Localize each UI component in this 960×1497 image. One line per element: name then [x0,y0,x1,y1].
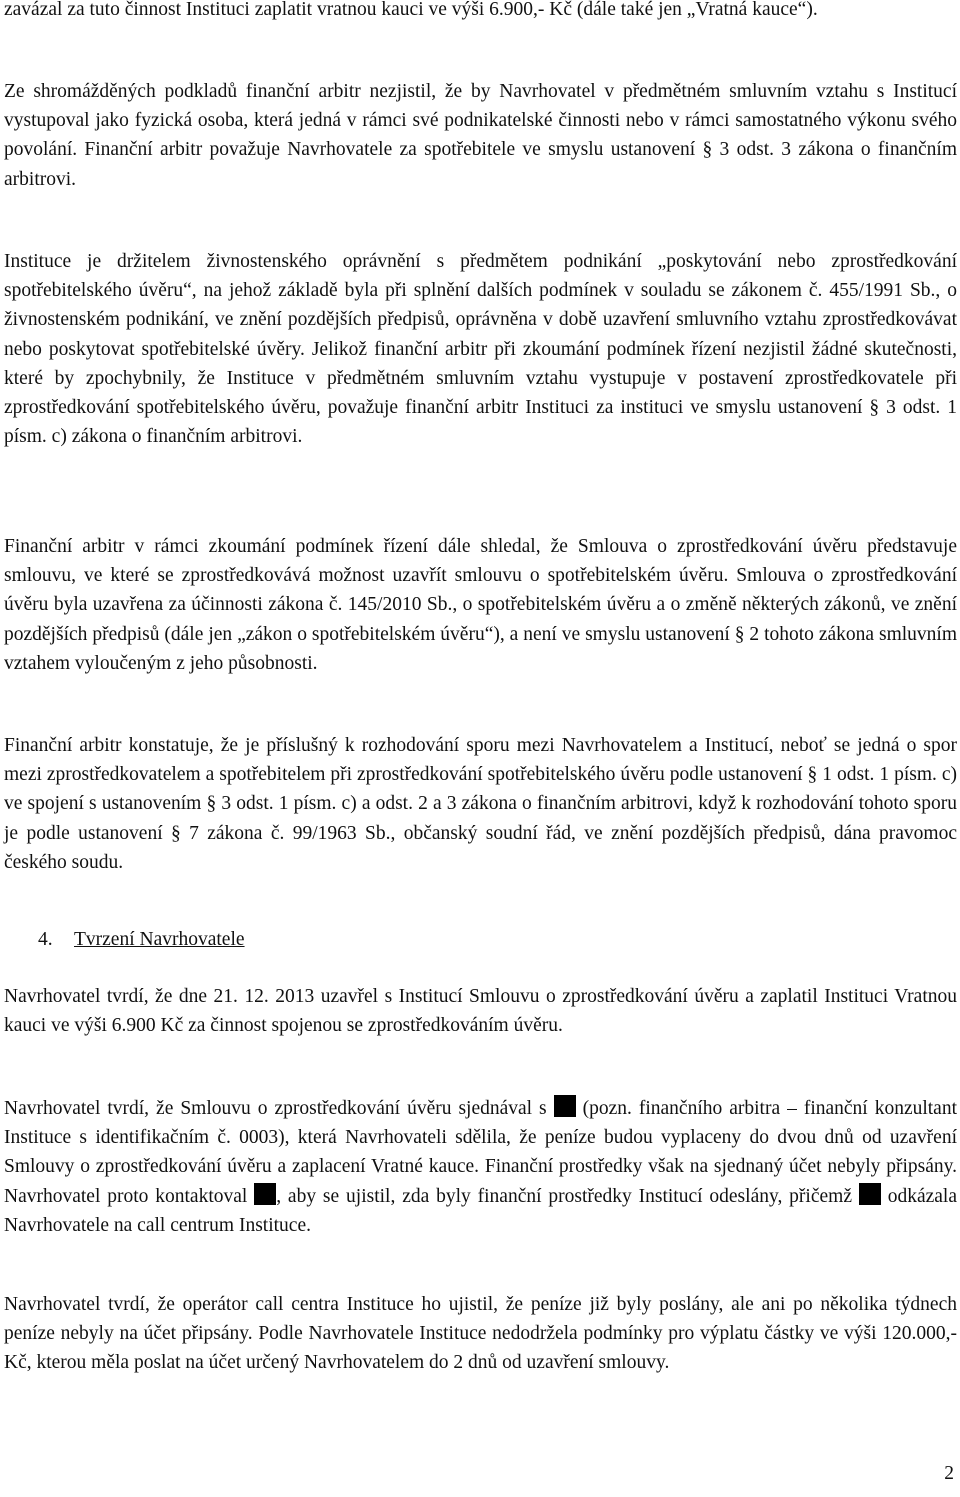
paragraph-tvrzeni-smlouva: Navrhovatel tvrdí, že dne 21. 12. 2013 uzavřel s Institucí Smlouvu o zprostředkování úvěru a zaplatil Instituci Vratnou kauci ve výši 6.900 Kč za činnost spojenou se zprostředkováním úvěru. [4,986,957,1037]
section-number: 4. [38,929,53,950]
redaction-block [254,1183,276,1205]
paragraph-text-part: (pozn. finančního arbitra – finanční konzultant Instituce s identifikačním č. 0003), která Navrhovateli sdělila, že peníze budou vyplaceny do dvou dnů od uzavření Smlouvy o zprostředkování úvěru a zaplacení Vratné kauce. Finanční prostředky však na sjednaný účet nebyly připsány. Navrhovatel proto kontaktoval [4,1098,958,1207]
paragraph-tvrzeni-konzultant [4,1094,957,1240]
paragraph-text-part: , aby se ujistil, zda byly finanční prostředky Institucí odeslány, přičemž [276,1185,859,1207]
page-number: 2 [944,1463,954,1484]
redaction-block [554,1095,576,1117]
paragraph-tvrzeni-call-centrum: Navrhovatel tvrdí, že operátor call centra Instituce ho ujistil, že peníze již byly poslány, ale ani po několika týdnech peníze nebyly na účet připsány. Podle Navrhovatele Instituce nedodržela podmínky pro výplatu částky ve výši 120.000,- Kč, kterou měla poslat na účet určený Navrhovatelem do 2 dnů od uzavření smlouvy. [4,1294,957,1374]
paragraph-text-part: odkázala Navrhovatele na call centrum Instituce. [4,1185,957,1236]
section-heading [38,925,245,954]
paragraph-instituce-opravneni: Instituce je držitelem živnostenského oprávnění s předmětem podnikání „poskytování nebo zprostředkování spotřebitelského úvěru“, na jehož základě byla při splnění dalších podmínek v souladu se zákonem č. 455/1991 Sb., o živnostenském podnikání, ve znění pozdějších předpisů, oprávněna v době uzavření smluvního vztahu zprostředkovávat nebo poskytovat spotřebitelské úvěry. Jelikož finanční arbitr při zkoumání podmínek řízení nezjistil žádné skutečnosti, které by zpochybnily, že Instituce v předmětném smluvním vztahu vystupuje v postavení zprostředkovatele při zprostředkování spotřebitelského úvěru, považuje finanční arbitr Instituci za instituci ve smyslu ustanovení § 3 odst. 1 písm. c) zákona o finančním arbitrovi. [4,251,957,448]
paragraph-prislusnost: Finanční arbitr konstatuje, že je příslušný k rozhodování sporu mezi Navrhovatelem a Institucí, neboť se jedná o spor mezi zprostředkovatelem a spotřebitelem při zprostředkování spotřebitelského úvěru podle ustanovení § 1 odst. 1 písm. c) ve spojení s ustanovením § 3 odst. 1 písm. c) a odst. 2 a 3 zákona o finančním arbitrovi, když k rozhodování tohoto sporu je podle ustanovení § 7 zákona č. 99/1963 Sb., občanský soudní řád, ve znění pozdějších předpisů, dána pravomoc českého soudu. [4,735,957,873]
redaction-block [859,1183,881,1205]
paragraph-spotrebitel: Ze shromážděných podkladů finanční arbitr nezjistil, že by Navrhovatel v předmětném smluvním vztahu s Institucí vystupoval jako fyzická osoba, která jedná v rámci své podnikatelské činnosti nebo v rámci samostatného výkonu svého povolání. Finanční arbitr považuje Navrhovatele za spotřebitele ve smyslu ustanovení § 3 odst. 3 zákona o finančním arbitrovi. [4,81,957,190]
paragraph-text-part: Navrhovatel tvrdí, že Smlouvu o zprostředkování úvěru sjednával s [4,1098,554,1119]
paragraph-vratna-kauce: zavázal za tuto činnost Instituci zaplatit vratnou kauci ve výši 6.900,- Kč (dále také jen „Vratná kauce“). [4,0,818,20]
section-title: Tvrzení Navrhovatele [74,929,245,950]
paragraph-smlouva-zprostredkovani: Finanční arbitr v rámci zkoumání podmínek řízení dále shledal, že Smlouva o zprostředkování úvěru představuje smlouvu, ve které se zprostředkovává možnost uzavřít smlouvu o spotřebitelském úvěru. Smlouva o zprostředkování úvěru byla uzavřena za účinnosti zákona č. 145/2010 Sb., o spotřebitelském úvěru a o změně některých zákonů, ve znění pozdějších předpisů (dále jen „zákon o spotřebitelském úvěru“), a není ve smyslu ustanovení § 2 tohoto zákona smluvním vztahem vyloučeným z jeho působnosti. [4,536,957,674]
